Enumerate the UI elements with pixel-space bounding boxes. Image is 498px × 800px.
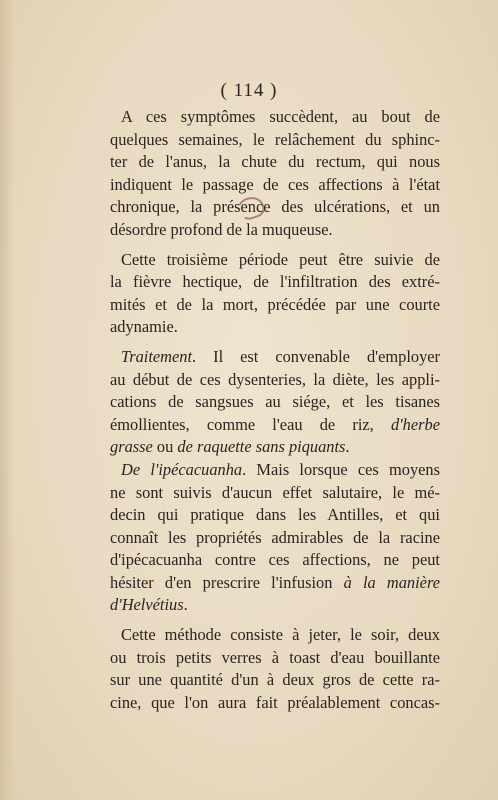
- text-line: De l'ipécacuanha. Mais lorsque ces moyens: [121, 459, 440, 479]
- paragraph-gap: [110, 617, 440, 624]
- text-line: Traitement. Il est convenable d'employer: [121, 346, 440, 366]
- text-line: A ces symptômes succèdent, au bout de: [121, 107, 440, 126]
- text-line: adynamie.: [110, 317, 178, 337]
- paragraph-gap: [110, 242, 440, 249]
- text-line: désordre profond de la muqueuse.: [110, 219, 333, 239]
- text-line: ter de l'anus, la chute du rectum, qui nous: [110, 152, 440, 172]
- text-line: d'ipécacuanha contre ces affections, ne peut: [110, 550, 440, 570]
- text-line: ou trois petits verres à toast d'eau bouillante: [110, 647, 440, 667]
- text-line: Cette troisième période peut être suivie de: [121, 249, 440, 269]
- paragraph-gap: [110, 339, 440, 346]
- text-line: cine, que l'on aura fait préalablement concas-: [110, 692, 440, 712]
- text-line: la fièvre hectique, de l'infiltration des extré-: [110, 272, 440, 292]
- text-line: mités et de la mort, précédée par une courte: [110, 294, 440, 314]
- page-edge-shadow: [0, 0, 14, 800]
- text-line: chronique, la présence des ulcérations, et un: [110, 197, 440, 217]
- text-line: decin qui pratique dans les Antilles, et qui: [110, 505, 440, 525]
- page-number: ( 114 ): [220, 80, 278, 101]
- text-line: grasse ou de raquette sans piquants.: [110, 437, 350, 457]
- text-line: Cette méthode consiste à jeter, le soir, deux: [121, 625, 440, 645]
- text-line: d'Helvétius.: [110, 595, 188, 615]
- text-line: ne sont suivis d'aucun effet salutaire, le mé-: [110, 482, 440, 502]
- text-line: indiquent le passage de ces affections à l'état: [110, 174, 440, 194]
- body-text: [110, 106, 440, 714]
- text-line: émollientes, comme l'eau de riz, d'herbe: [110, 414, 440, 434]
- text-line: connaît les propriétés admirables de la racine: [110, 527, 440, 547]
- text-line: au début de ces dysenteries, la diète, les appli-: [110, 369, 440, 389]
- text-line: hésiter d'en prescrire l'infusion à la manière: [110, 572, 440, 592]
- text-line: sur une quantité d'un à deux gros de cette ra-: [110, 670, 440, 690]
- text-line: cations de sangsues au siége, et les tisanes: [110, 392, 440, 412]
- text-line: quelques semaines, le relâchement du sphinc-: [110, 129, 440, 149]
